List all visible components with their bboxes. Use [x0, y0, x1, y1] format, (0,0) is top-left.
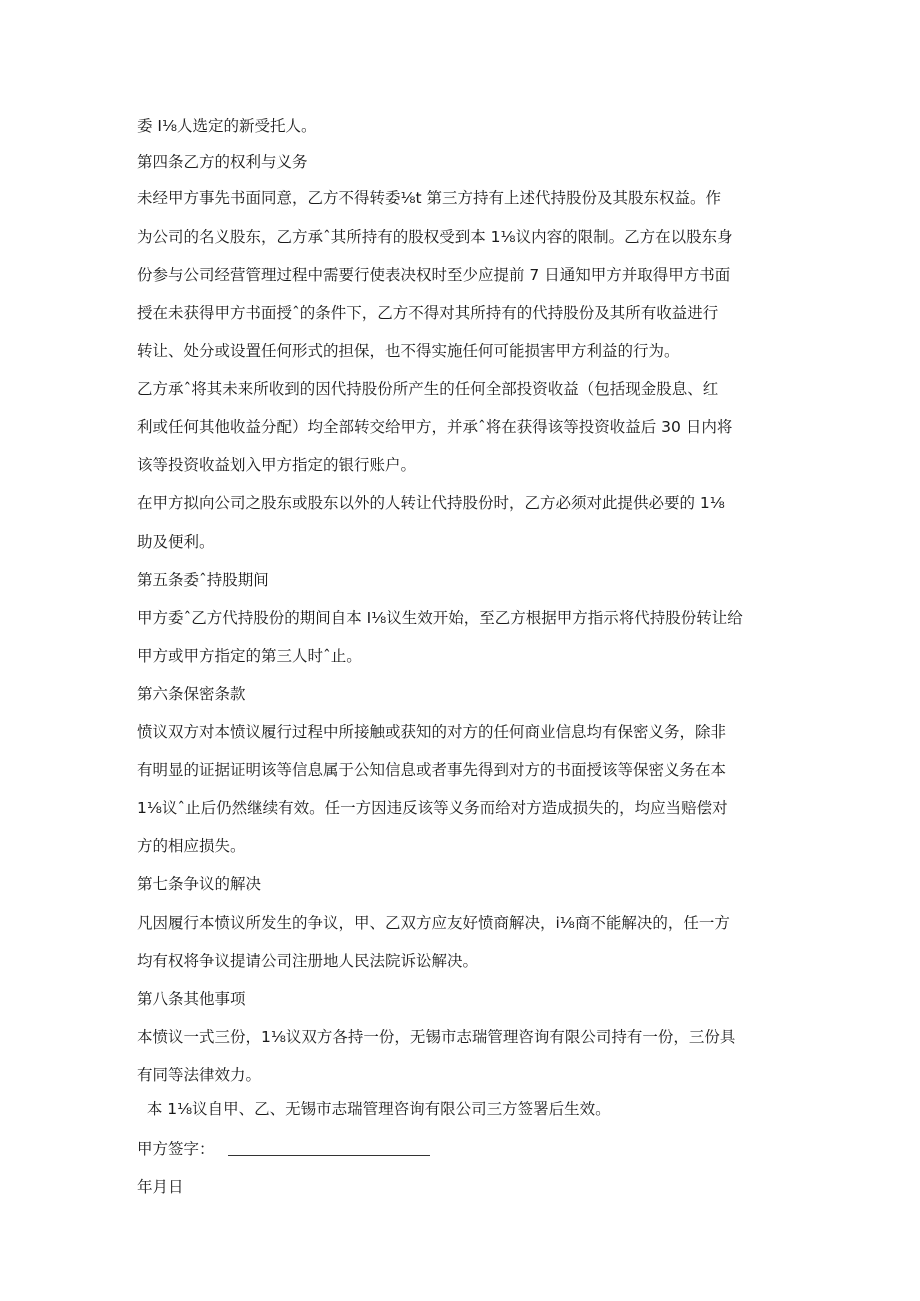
signature-line	[228, 1155, 430, 1156]
text-line: 未经甲方事先书面同意，乙方不得转委⅛t 第三方持有上述代持股份及其股东权益。作	[137, 189, 722, 207]
text-line: 愤议双方对本愤议履行过程中所接触或获知的对方的任何商业信息均有保密义务，除非	[137, 723, 727, 741]
text-line: 该等投资收益划入甲方指定的银行账户。	[137, 456, 417, 474]
text-line: 凡因履行本愤议所发生的争议，甲、乙双方应友好愤商解决，i⅛商不能解决的，任一方	[137, 914, 730, 932]
text-line: 乙方承ˆ将其未来所收到的因代持股份所产生的任何全部投资收益（包括现金股息、红	[137, 380, 719, 398]
text-line: 均有权将争议提请公司注册地人民法院诉讼解决。	[137, 952, 479, 970]
text-line: 有明显的证据证明该等信息属于公知信息或者事先得到对方的书面授该等保密义务在本	[137, 761, 727, 779]
section-heading: 第五条委ˆ持股期间	[137, 571, 269, 589]
section-heading: 第八条其他事项	[137, 990, 246, 1008]
text-line: 份参与公司经营管理过程中需要行使表决权时至少应提前 7 日通知甲方并取得甲方书面	[137, 266, 731, 284]
text-line: 甲方或甲方指定的第三人时ˆ止。	[137, 647, 362, 665]
text-line: 转让、处分或设置任何形式的担保，也不得实施任何可能损害甲方利益的行为。	[137, 342, 680, 360]
text-line: 1⅛议ˆ止后仍然继续有效。任一方因违反该等义务而给对方造成损失的，均应当赔偿对	[137, 799, 728, 817]
text-line: 本愤议一式三份，1⅛议双方各持一份，无锡市志瑞管理咨询有限公司持有一份，三份具	[137, 1028, 736, 1046]
text-line: 有同等法律效力。	[137, 1066, 262, 1084]
section-heading: 第七条争议的解决	[137, 875, 262, 893]
section-heading: 第六条保密条款	[137, 685, 246, 703]
date-label: 年月日	[137, 1178, 184, 1196]
signature-label: 甲方签字：	[137, 1140, 215, 1158]
text-line: 授在未获得甲方书面授ˆ的条件下，乙方不得对其所持有的代持股份及其所有收益进行	[137, 304, 719, 322]
text-line: 利或任何其他收益分配）均全部转交给甲方，并承ˆ将在获得该等投资收益后 30 日内将	[137, 418, 733, 436]
text-line: 助及便利。	[137, 533, 215, 551]
text-line: 为公司的名义股东，乙方承ˆ其所持有的股权受到本 1⅛议内容的限制。乙方在以股东身	[137, 228, 733, 246]
text-line: 方的相应损失。	[137, 837, 246, 855]
text-line: 委 I⅛人选定的新受托人。	[137, 117, 317, 135]
text-line: 本 1⅛议自甲、乙、无锡市志瑞管理咨询有限公司三方签署后生效。	[137, 1100, 611, 1118]
text-line: 在甲方拟向公司之股东或股东以外的人转让代持股份时，乙方必须对此提供必要的 1⅛	[137, 494, 725, 512]
section-heading: 第四条乙方的权利与义务	[137, 153, 308, 171]
text-line: 甲方委ˆ乙方代持股份的期间自本 I⅛议生效开始，至乙方根据甲方指示将代持股份转让给	[137, 609, 743, 627]
